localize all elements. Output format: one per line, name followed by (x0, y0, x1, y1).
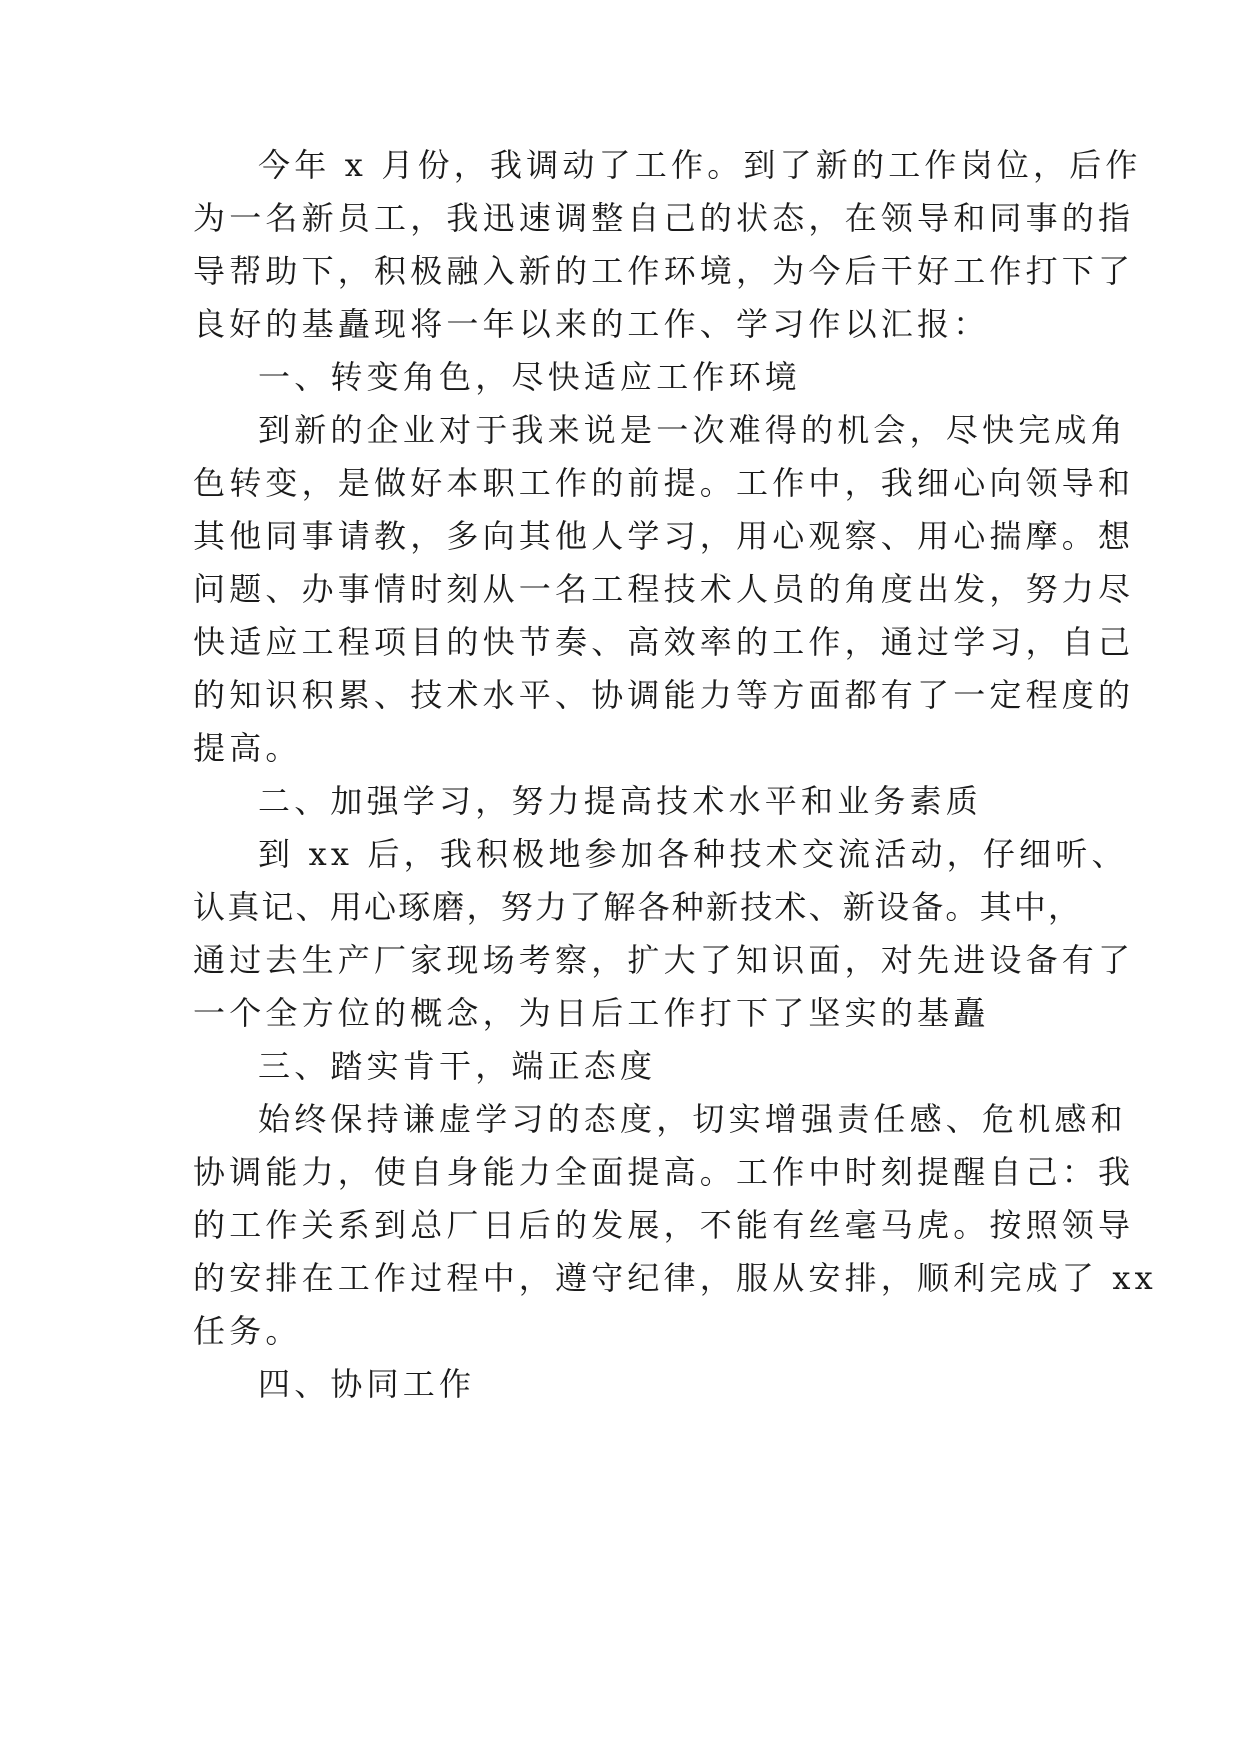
section-heading: 二、加强学习，努力提高技术水平和业务素质 (258, 782, 983, 820)
section-heading: 四、协同工作 (258, 1365, 476, 1403)
paragraph-line: 任务。 (193, 1312, 302, 1350)
paragraph-line: 色转变，是做好本职工作的前提。工作中，我细心向领导和 (193, 464, 1135, 502)
paragraph-line: 的工作关系到总厂日后的发展，不能有丝毫马虎。按照领导 (193, 1206, 1135, 1244)
paragraph-line: 的知识积累、技术水平、协调能力等方面都有了一定程度的 (193, 676, 1135, 714)
paragraph-line: 协调能力，使自身能力全面提高。工作中时刻提醒自己：我 (193, 1153, 1135, 1191)
paragraph-line: 今年 x 月份，我调动了工作。到了新的工作岗位，后作 (258, 146, 1142, 184)
paragraph-line: 到 xx 后，我积极地参加各种技术交流活动，仔细听、 (258, 835, 1128, 873)
paragraph-line: 认真记、用心琢磨，努力了解各种新技术、新设备。其中， (193, 888, 1083, 926)
paragraph-line: 一个全方位的概念，为日后工作打下了坚实的基矗 (193, 994, 990, 1032)
section-heading: 三、踏实肯干，端正态度 (258, 1047, 657, 1085)
paragraph-line: 提高。 (193, 729, 302, 767)
paragraph-line: 问题、办事情时刻从一名工程技术人员的角度出发，努力尽 (193, 570, 1135, 608)
paragraph-line: 通过去生产厂家现场考察，扩大了知识面，对先进设备有了 (193, 941, 1135, 979)
paragraph-line: 快适应工程项目的快节奏、高效率的工作，通过学习，自己 (193, 623, 1135, 661)
paragraph-line: 良好的基矗现将一年以来的工作、学习作以汇报： (193, 305, 990, 343)
paragraph-line: 到新的企业对于我来说是一次难得的机会，尽快完成角 (258, 411, 1127, 449)
paragraph-line: 的安排在工作过程中，遵守纪律，服从安排，顺利完成了 xx (193, 1259, 1157, 1297)
section-heading: 一、转变角色，尽快适应工作环境 (258, 358, 802, 396)
paragraph-line: 为一名新员工，我迅速调整自己的状态，在领导和同事的指 (193, 199, 1135, 237)
paragraph-line: 其他同事请教，多向其他人学习，用心观察、用心揣摩。想 (193, 517, 1135, 555)
paragraph-line: 始终保持谦虚学习的态度，切实增强责任感、危机感和 (258, 1100, 1127, 1138)
paragraph-line: 导帮助下，积极融入新的工作环境，为今后干好工作打下了 (193, 252, 1135, 290)
